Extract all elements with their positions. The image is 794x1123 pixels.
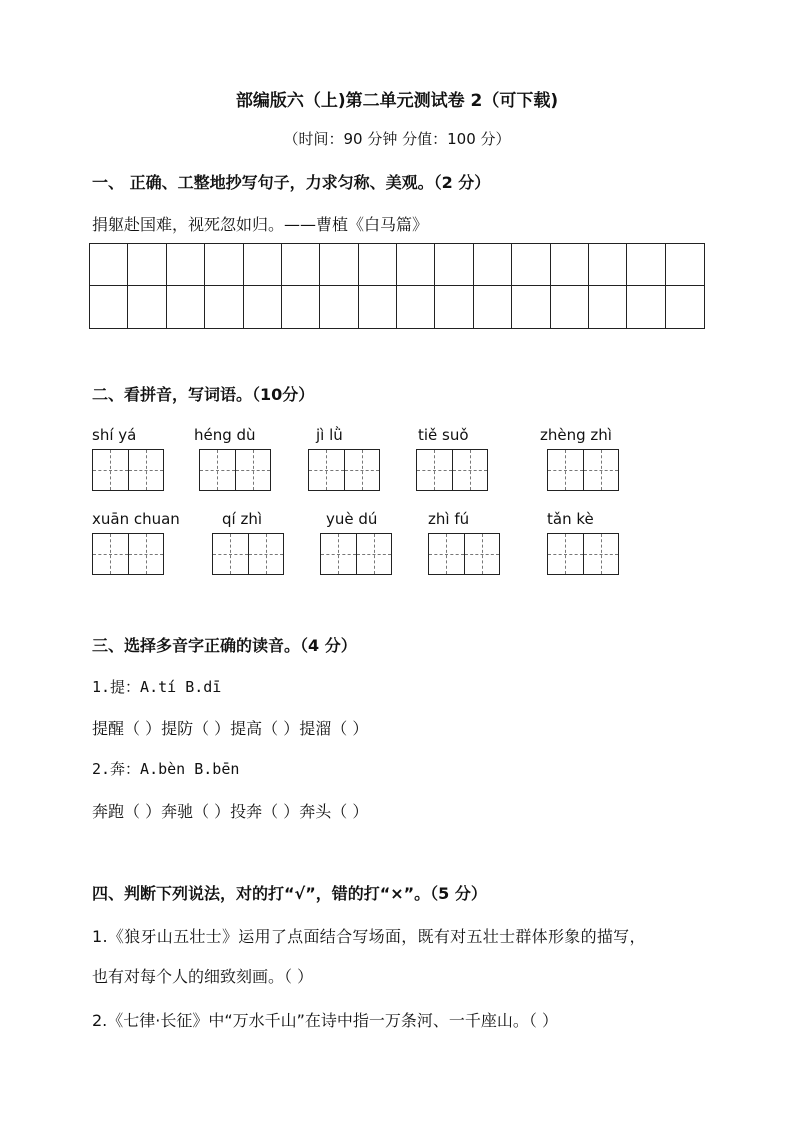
section1-heading: 一、 正确、工整地抄写句子，力求匀称、美观。（2 分） [92,173,491,192]
exam-info: （时间：90 分钟 分值：100 分） [283,130,511,148]
tianzige-box[interactable] [308,449,380,491]
copy-sentence: 捐躯赴国难，视死忽如归。——曹植《白马篇》 [92,215,429,234]
question-3-1: 1.提：A.tí B.dī [92,678,222,696]
pinyin-label: shí yá [92,426,137,444]
tianzige-box[interactable] [416,449,488,491]
tianzige-box[interactable] [92,533,164,575]
tianzige-box[interactable] [92,449,164,491]
question-3-2-words: 奔跑（ ）奔驰（ ）投奔（ ）奔头（ ） [92,802,369,821]
pinyin-label: yuè dú [326,510,378,528]
pinyin-label: zhèng zhì [540,426,612,444]
pinyin-label: tǎn kè [547,510,594,528]
pinyin-label: tiě suǒ [418,426,469,444]
pinyin-label: héng dù [194,426,256,444]
tianzige-box[interactable] [320,533,392,575]
pinyin-label: zhì fú [428,510,470,528]
pinyin-label: jì lǜ [316,426,343,444]
section2-heading: 二、看拼音，写词语。（10分） [92,385,315,404]
tianzige-box[interactable] [547,449,619,491]
page-title: 部编版六（上)第二单元测试卷 2（可下载) [235,91,559,111]
question-4-1: 1.《狼牙山五壮士》运用了点面结合写场面，既有对五壮士群体形象的描写， [92,927,646,946]
section4-heading: 四、判断下列说法，对的打“√”，错的打“×”。（5 分） [92,884,487,903]
tianzige-box[interactable] [199,449,271,491]
pinyin-item [540,425,690,445]
tianzige-box[interactable] [547,533,619,575]
pinyin-label: qí zhì [222,510,263,528]
pinyin-label: xuān chuan [92,510,180,528]
copy-writing-grid[interactable] [89,243,705,329]
question-4-2: 2.《七律·长征》中“万水千山”在诗中指一万条河、一千座山。（ ） [92,1011,559,1030]
tianzige-box[interactable] [212,533,284,575]
pinyin-item [547,509,697,529]
question-3-1-words: 提醒（ ）提防（ ）提高（ ）提溜（ ） [92,719,369,738]
tianzige-box[interactable] [428,533,500,575]
question-3-2: 2.奔：A.bèn B.bēn [92,760,240,778]
question-4-1-cont: 也有对每个人的细致刻画。（ ） [92,967,314,986]
section3-heading: 三、选择多音字正确的读音。（4 分） [92,636,357,655]
